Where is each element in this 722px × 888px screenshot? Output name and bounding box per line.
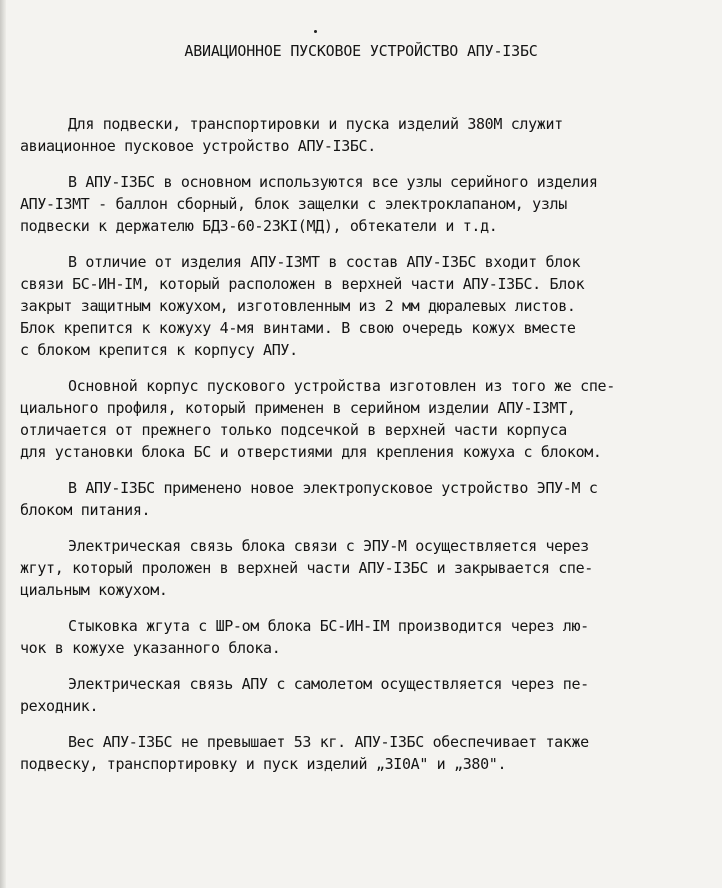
document-title: АВИАЦИОННОЕ ПУСКОВОЕ УСТРОЙСТВО АПУ-I3БС <box>184 42 538 60</box>
paragraph <box>20 615 710 659</box>
paragraph-line: циальным кожухом. <box>20 581 168 599</box>
paragraph <box>20 731 710 775</box>
paragraph-line: авиационное пусковое устройство АПУ-I3БС. <box>20 137 376 155</box>
paragraph-line: блоком питания. <box>20 501 151 519</box>
paragraph-line: чок в кожухе указанного блока. <box>20 639 281 657</box>
paragraph-line: для установки блока БС и отверстиями для крепления кожуха с блоком. <box>20 443 602 461</box>
paragraph-line: реходник. <box>20 697 99 715</box>
paragraph-first-line: Основной корпус пускового устройства изготовлен из того же спе- <box>68 377 615 395</box>
paragraph <box>20 171 710 237</box>
paragraph-line: связи БС-ИН-IM, который расположен в верхней части АПУ-I3БС. Блок <box>20 275 585 293</box>
paragraph-line: закрыт защитным кожухом, изготовленным из 2 мм дюралевых листов. <box>20 297 576 315</box>
paragraph <box>20 673 710 717</box>
paragraph-first-line: Вес АПУ-I3БС не превышает 53 кг. АПУ-I3БС обеспечивает также <box>68 733 589 751</box>
paragraph-first-line: Электрическая связь блока связи с ЭПУ-М осуществляется через <box>68 537 589 555</box>
paragraph-line: подвеску, транспортировку и пуск изделий „3I0А" и „380". <box>20 755 507 773</box>
scan-dot <box>314 30 317 33</box>
paragraph <box>20 113 710 157</box>
paragraph-gap <box>20 361 710 375</box>
paragraph-gap <box>20 463 710 477</box>
paragraph-first-line: В АПУ-I3БС в основном используются все узлы серийного изделия <box>68 173 598 191</box>
paragraph-first-line: Электрическая связь АПУ с самолетом осуществляется через пе- <box>68 675 589 693</box>
paragraph-gap <box>20 659 710 673</box>
paragraph <box>20 535 710 601</box>
paragraph-gap <box>20 717 710 731</box>
paragraph-first-line: В отличие от изделия АПУ-I3МТ в состав АПУ-I3БС входит блок <box>68 253 581 271</box>
paragraph-first-line: Стыковка жгута с ШР-ом блока БС-ИН-IM производится через лю- <box>68 617 589 635</box>
paragraph <box>20 375 710 463</box>
paragraph-line: жгут, который проложен в верхней части АПУ-I3БС и закрывается спе- <box>20 559 593 577</box>
paragraph <box>20 477 710 521</box>
paragraph-first-line: Для подвески, транспортировки и пуска изделий 380М служит <box>68 115 563 133</box>
paragraph-gap <box>20 601 710 615</box>
paragraph-line: циального профиля, который применен в серийном изделии АПУ-I3МТ, <box>20 399 576 417</box>
paragraph-line: Блок крепится к кожуху 4-мя винтами. В свою очередь кожух вместе <box>20 319 576 337</box>
paragraph-line: с блоком крепится к корпусу АПУ. <box>20 341 298 359</box>
paragraph-gap <box>20 237 710 251</box>
paragraph-line: подвески к держателю БДЗ-60-23КI(МД), обтекатели и т.д. <box>20 217 498 235</box>
paragraph-gap <box>20 157 710 171</box>
paragraph <box>20 251 710 361</box>
scan-edge <box>0 0 6 888</box>
paragraph-line: отличается от прежнего только подсечкой в верхней части корпуса <box>20 421 567 439</box>
document-body <box>20 113 710 775</box>
paragraph-first-line: В АПУ-I3БС применено новое электропусковое устройство ЭПУ-М с <box>68 479 598 497</box>
paragraph-line: АПУ-I3МТ - баллон сборный, блок защелки с электроклапаном, узлы <box>20 195 567 213</box>
paragraph-gap <box>20 521 710 535</box>
